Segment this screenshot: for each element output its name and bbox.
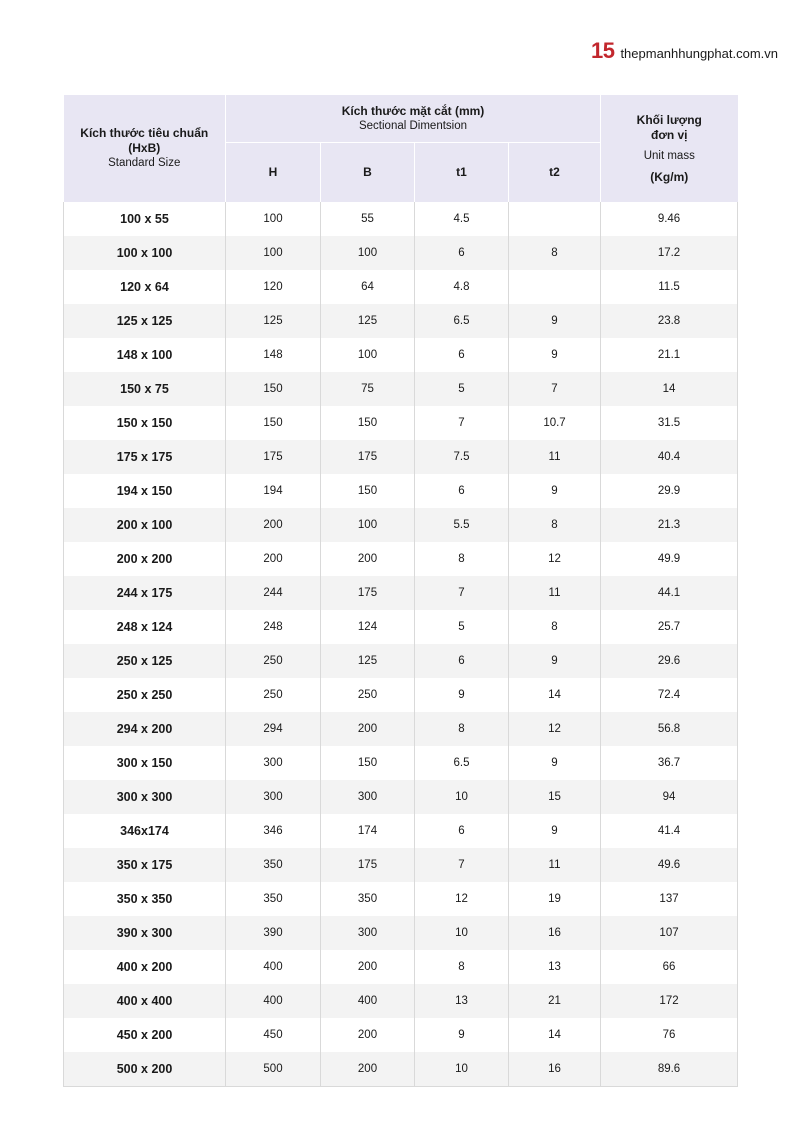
- t2-cell: [509, 202, 601, 236]
- size-cell: 248 x 124: [64, 610, 226, 644]
- h-cell: 200: [226, 542, 321, 576]
- standard-size-header: [64, 95, 226, 202]
- h-cell: 346: [226, 814, 321, 848]
- t1-cell: 8: [415, 950, 509, 984]
- size-cell: 100 x 100: [64, 236, 226, 270]
- standard-size-header-vi: Kích thước tiêu chuẩn (HxB): [80, 126, 209, 155]
- size-cell: 300 x 150: [64, 746, 226, 780]
- table-header: [64, 95, 738, 202]
- size-cell: 150 x 150: [64, 406, 226, 440]
- column-header-b: B: [321, 143, 415, 203]
- h-cell: 248: [226, 610, 321, 644]
- size-cell: 200 x 200: [64, 542, 226, 576]
- t1-cell: 8: [415, 542, 509, 576]
- table-row: [64, 542, 738, 576]
- t1-cell: 7: [415, 406, 509, 440]
- b-cell: 250: [321, 678, 415, 712]
- mass-cell: 76: [601, 1018, 738, 1052]
- b-cell: 150: [321, 474, 415, 508]
- t2-cell: 9: [509, 474, 601, 508]
- t1-cell: 10: [415, 780, 509, 814]
- b-cell: 200: [321, 1018, 415, 1052]
- mass-cell: 9.46: [601, 202, 738, 236]
- t1-cell: 6: [415, 474, 509, 508]
- h-cell: 100: [226, 236, 321, 270]
- b-cell: 175: [321, 576, 415, 610]
- size-cell: 400 x 200: [64, 950, 226, 984]
- t2-cell: 15: [509, 780, 601, 814]
- mass-cell: 56.8: [601, 712, 738, 746]
- table-row: [64, 202, 738, 236]
- t2-cell: 8: [509, 236, 601, 270]
- table-row: [64, 746, 738, 780]
- table-row: [64, 236, 738, 270]
- t1-cell: 6.5: [415, 304, 509, 338]
- h-cell: 250: [226, 678, 321, 712]
- b-cell: 300: [321, 780, 415, 814]
- t2-cell: 13: [509, 950, 601, 984]
- mass-cell: 94: [601, 780, 738, 814]
- mass-cell: 172: [601, 984, 738, 1018]
- t1-cell: 4.5: [415, 202, 509, 236]
- table-row: [64, 712, 738, 746]
- t2-cell: 12: [509, 542, 601, 576]
- t2-cell: 10.7: [509, 406, 601, 440]
- h-cell: 125: [226, 304, 321, 338]
- b-cell: 124: [321, 610, 415, 644]
- size-cell: 148 x 100: [64, 338, 226, 372]
- size-cell: 100 x 55: [64, 202, 226, 236]
- table-row: [64, 474, 738, 508]
- t1-cell: 10: [415, 916, 509, 950]
- size-cell: 400 x 400: [64, 984, 226, 1018]
- t1-cell: 6: [415, 814, 509, 848]
- sectional-dimension-header-vi: Kích thước mặt cắt (mm): [341, 103, 485, 118]
- table-row: [64, 338, 738, 372]
- size-cell: 294 x 200: [64, 712, 226, 746]
- t1-cell: 13: [415, 984, 509, 1018]
- b-cell: 150: [321, 406, 415, 440]
- size-cell: 250 x 250: [64, 678, 226, 712]
- t2-cell: 8: [509, 508, 601, 542]
- b-cell: 75: [321, 372, 415, 406]
- mass-cell: 14: [601, 372, 738, 406]
- t1-cell: 7: [415, 848, 509, 882]
- table-row: [64, 678, 738, 712]
- size-cell: 300 x 300: [64, 780, 226, 814]
- unit-mass-header-unit: (Kg/m): [650, 169, 689, 184]
- mass-cell: 40.4: [601, 440, 738, 474]
- b-cell: 200: [321, 712, 415, 746]
- size-cell: 250 x 125: [64, 644, 226, 678]
- b-cell: 175: [321, 440, 415, 474]
- t1-cell: 6: [415, 338, 509, 372]
- mass-cell: 21.3: [601, 508, 738, 542]
- h-cell: 250: [226, 644, 321, 678]
- column-header-h: H: [226, 143, 321, 203]
- h-cell: 300: [226, 780, 321, 814]
- h-cell: 244: [226, 576, 321, 610]
- t1-cell: 5.5: [415, 508, 509, 542]
- t1-cell: 5: [415, 610, 509, 644]
- h-cell: 350: [226, 882, 321, 916]
- size-cell: 150 x 75: [64, 372, 226, 406]
- size-cell: 200 x 100: [64, 508, 226, 542]
- table-row: [64, 814, 738, 848]
- mass-cell: 137: [601, 882, 738, 916]
- size-cell: 350 x 175: [64, 848, 226, 882]
- table-row: [64, 406, 738, 440]
- size-cell: 346x174: [64, 814, 226, 848]
- b-cell: 125: [321, 304, 415, 338]
- t1-cell: 6.5: [415, 746, 509, 780]
- b-cell: 64: [321, 270, 415, 304]
- table-row: [64, 372, 738, 406]
- size-cell: 175 x 175: [64, 440, 226, 474]
- mass-cell: 36.7: [601, 746, 738, 780]
- mass-cell: 21.1: [601, 338, 738, 372]
- t2-cell: 7: [509, 372, 601, 406]
- h-cell: 390: [226, 916, 321, 950]
- unit-mass-header-vi-line1: Khối lượng: [636, 112, 702, 127]
- mass-cell: 29.9: [601, 474, 738, 508]
- mass-cell: 72.4: [601, 678, 738, 712]
- h-cell: 400: [226, 984, 321, 1018]
- h-cell: 294: [226, 712, 321, 746]
- size-cell: 244 x 175: [64, 576, 226, 610]
- size-cell: 350 x 350: [64, 882, 226, 916]
- b-cell: 174: [321, 814, 415, 848]
- mass-cell: 49.6: [601, 848, 738, 882]
- t2-cell: 14: [509, 1018, 601, 1052]
- size-cell: 120 x 64: [64, 270, 226, 304]
- t2-cell: 19: [509, 882, 601, 916]
- t2-cell: [509, 270, 601, 304]
- t2-cell: 9: [509, 746, 601, 780]
- h-cell: 200: [226, 508, 321, 542]
- b-cell: 300: [321, 916, 415, 950]
- b-cell: 400: [321, 984, 415, 1018]
- t1-cell: 8: [415, 712, 509, 746]
- mass-cell: 11.5: [601, 270, 738, 304]
- column-header-t1: t1: [415, 143, 509, 203]
- h-cell: 300: [226, 746, 321, 780]
- t1-cell: 12: [415, 882, 509, 916]
- table-row: [64, 916, 738, 950]
- b-cell: 350: [321, 882, 415, 916]
- h-cell: 175: [226, 440, 321, 474]
- size-cell: 390 x 300: [64, 916, 226, 950]
- t2-cell: 9: [509, 304, 601, 338]
- t2-cell: 16: [509, 916, 601, 950]
- table-row: [64, 1018, 738, 1052]
- table-row: [64, 848, 738, 882]
- table-row: [64, 610, 738, 644]
- page-number: 15: [590, 38, 615, 63]
- t1-cell: 6: [415, 236, 509, 270]
- specification-table: [63, 95, 738, 1087]
- size-cell: 194 x 150: [64, 474, 226, 508]
- mass-cell: 44.1: [601, 576, 738, 610]
- t1-cell: 7.5: [415, 440, 509, 474]
- t1-cell: 10: [415, 1052, 509, 1087]
- t2-cell: 14: [509, 678, 601, 712]
- b-cell: 100: [321, 236, 415, 270]
- sectional-dimension-header: [226, 95, 601, 143]
- unit-mass-header: [601, 95, 738, 202]
- unit-mass-header-vi-line2: đơn vị: [650, 127, 688, 142]
- t2-cell: 16: [509, 1052, 601, 1087]
- t2-cell: 11: [509, 440, 601, 474]
- sectional-dimension-header-en: Sectional Dimentsion: [358, 119, 468, 132]
- table-row: [64, 882, 738, 916]
- t2-cell: 12: [509, 712, 601, 746]
- site-url: thepmanhhungphat.com.vn: [620, 46, 778, 61]
- table-row: [64, 1052, 738, 1087]
- table-row: [64, 304, 738, 338]
- t1-cell: 4.8: [415, 270, 509, 304]
- b-cell: 200: [321, 1052, 415, 1087]
- t1-cell: 6: [415, 644, 509, 678]
- t1-cell: 7: [415, 576, 509, 610]
- t2-cell: 9: [509, 338, 601, 372]
- h-cell: 450: [226, 1018, 321, 1052]
- t1-cell: 9: [415, 678, 509, 712]
- table-row: [64, 270, 738, 304]
- h-cell: 148: [226, 338, 321, 372]
- b-cell: 200: [321, 542, 415, 576]
- t2-cell: 8: [509, 610, 601, 644]
- b-cell: 55: [321, 202, 415, 236]
- mass-cell: 17.2: [601, 236, 738, 270]
- b-cell: 200: [321, 950, 415, 984]
- b-cell: 100: [321, 508, 415, 542]
- column-header-t2: t2: [509, 143, 601, 203]
- table-row: [64, 440, 738, 474]
- h-cell: 150: [226, 406, 321, 440]
- b-cell: 175: [321, 848, 415, 882]
- h-cell: 400: [226, 950, 321, 984]
- mass-cell: 25.7: [601, 610, 738, 644]
- table-row: [64, 950, 738, 984]
- t2-cell: 9: [509, 814, 601, 848]
- mass-cell: 23.8: [601, 304, 738, 338]
- h-cell: 194: [226, 474, 321, 508]
- mass-cell: 107: [601, 916, 738, 950]
- t2-cell: 11: [509, 848, 601, 882]
- mass-cell: 89.6: [601, 1052, 738, 1087]
- table-body: [64, 202, 738, 1087]
- mass-cell: 31.5: [601, 406, 738, 440]
- size-cell: 450 x 200: [64, 1018, 226, 1052]
- mass-cell: 49.9: [601, 542, 738, 576]
- mass-cell: 66: [601, 950, 738, 984]
- t1-cell: 5: [415, 372, 509, 406]
- h-cell: 350: [226, 848, 321, 882]
- standard-size-header-en: Standard Size: [108, 157, 181, 169]
- h-cell: 150: [226, 372, 321, 406]
- table-row: [64, 576, 738, 610]
- size-cell: 125 x 125: [64, 304, 226, 338]
- mass-cell: 41.4: [601, 814, 738, 848]
- page-header: [591, 38, 778, 64]
- b-cell: 150: [321, 746, 415, 780]
- table-row: [64, 644, 738, 678]
- h-cell: 500: [226, 1052, 321, 1087]
- t2-cell: 11: [509, 576, 601, 610]
- mass-cell: 29.6: [601, 644, 738, 678]
- t2-cell: 21: [509, 984, 601, 1018]
- table-row: [64, 984, 738, 1018]
- h-cell: 120: [226, 270, 321, 304]
- t1-cell: 9: [415, 1018, 509, 1052]
- b-cell: 125: [321, 644, 415, 678]
- size-cell: 500 x 200: [64, 1052, 226, 1087]
- b-cell: 100: [321, 338, 415, 372]
- table-row: [64, 508, 738, 542]
- t2-cell: 9: [509, 644, 601, 678]
- unit-mass-header-en: Unit mass: [643, 149, 695, 162]
- h-cell: 100: [226, 202, 321, 236]
- table-row: [64, 780, 738, 814]
